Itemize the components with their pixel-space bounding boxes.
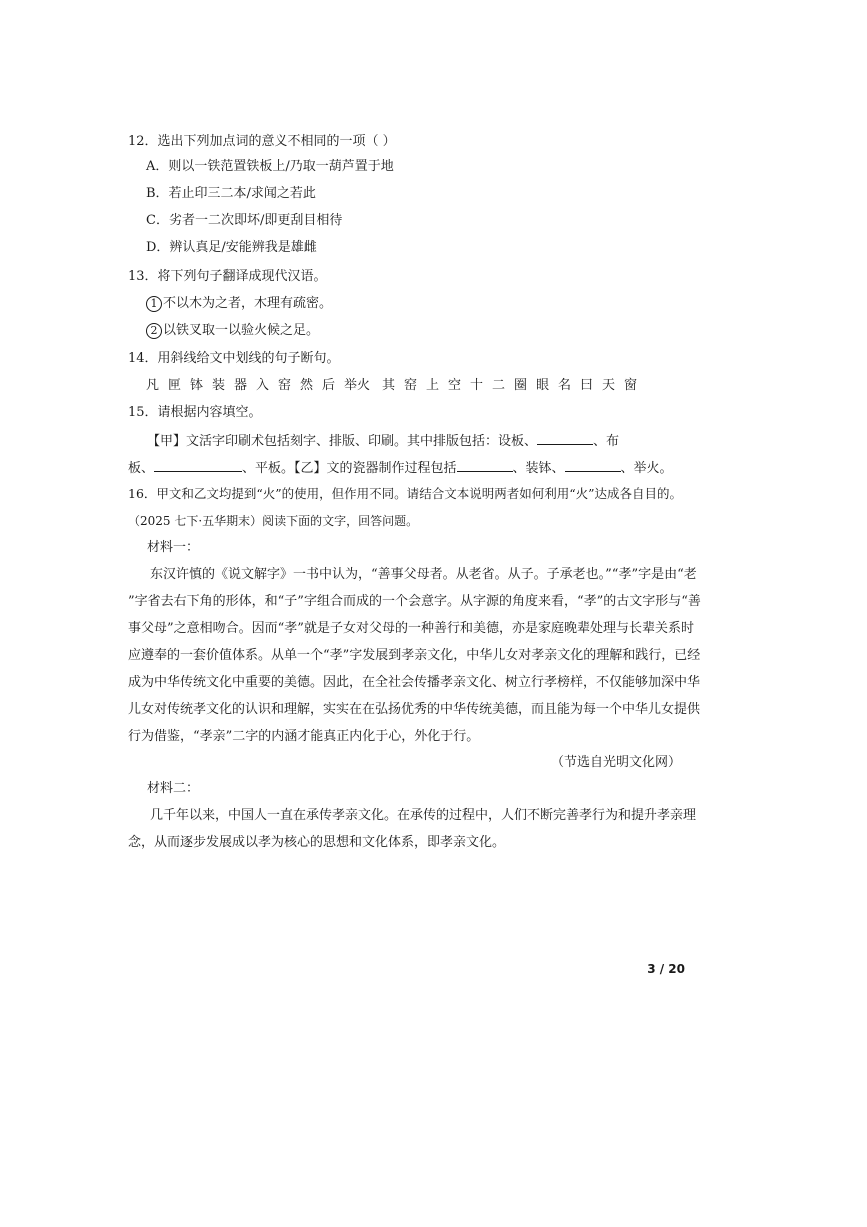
question-12-option-b: B．若止印三二本/求闻之若此 <box>146 186 316 201</box>
fill-text: 、装钵、 <box>512 461 565 476</box>
char: 二 <box>492 378 506 393</box>
question-13-item-2-text: 以铁叉取一以验火候之足。 <box>163 323 320 338</box>
char: 器 <box>234 378 248 393</box>
char: 匣 <box>168 378 182 393</box>
fill-text: 、平板。【乙】文的瓷器制作过程包括 <box>242 461 457 476</box>
question-16-stem: 16．甲文和乙文均提到“火”的使用，但作用不同。请结合文本说明两者如何利用“火”达成各自目的。 <box>128 486 682 501</box>
char: 圈 <box>514 378 528 393</box>
section-intro: （2025 七下·五华期末）阅读下面的文字，回答问题。 <box>128 514 419 528</box>
question-13-item-1 <box>146 295 332 313</box>
material-2-title: 材料二： <box>147 781 200 796</box>
char: 窗 <box>624 378 638 393</box>
char: 钵 <box>190 378 204 393</box>
answer-blank[interactable] <box>457 458 513 472</box>
question-14-stem: 14．用斜线给文中划线的句子断句。 <box>128 351 340 366</box>
material-1-line: 行为借鉴，“孝亲”二字的内涵才能真正内化于心，外化于行。 <box>128 729 480 744</box>
material-1-line: 事父母”之意相吻合。因而“孝”就是子女对父母的一种善行和美德，亦是家庭晚辈处理与长辈关系时 <box>128 621 694 636</box>
question-12-option-c: C．劣者一二次即坏/即更刮目相待 <box>146 213 343 228</box>
char: 曰 <box>580 378 594 393</box>
char: 装 <box>212 378 226 393</box>
question-15-stem: 15．请根据内容填空。 <box>128 405 262 420</box>
fill-text: 、举火。 <box>620 461 673 476</box>
material-2-line: 几千年以来，中国人一直在承传孝亲文化。在承传的过程中，人们不断完善孝行为和提升孝亲理 <box>150 808 697 823</box>
char: 举火 <box>344 378 371 393</box>
char: 窑 <box>404 378 418 393</box>
material-1-source: （节选自光明文化网） <box>550 755 681 770</box>
material-2-line: 念，从而逐步发展成以孝为核心的思想和文化体系，即孝亲文化。 <box>128 835 506 850</box>
item-number-circle: 2 <box>146 323 162 339</box>
material-1-line: 成为中华传统文化中重要的美德。因此，在全社会传播孝亲文化、树立行孝榜样，不仅能够加深中华 <box>128 675 701 690</box>
question-12-option-d: D．辨认真足/安能辨我是雄雌 <box>146 240 317 255</box>
char: 天 <box>602 378 616 393</box>
char: 窑 <box>278 378 292 393</box>
fill-text: 板、 <box>128 461 155 476</box>
question-13-stem: 13．将下列句子翻译成现代汉语。 <box>128 269 327 284</box>
char: 后 <box>322 378 336 393</box>
char: 十 <box>470 378 484 393</box>
material-1-line: 儿女对传统孝文化的认识和理解，实实在在弘扬优秀的中华传统美德，而且能为每一个中华儿女提供 <box>128 702 701 717</box>
char: 凡 <box>146 378 160 393</box>
char: 入 <box>256 378 270 393</box>
fill-text: 、布 <box>593 434 620 449</box>
char: 上 <box>426 378 440 393</box>
question-13-item-1-text: 不以木为之者，木理有疏密。 <box>163 296 333 311</box>
fill-text: 【甲】文活字印刷术包括刻字、排版、印刷。其中排版包括：设板、 <box>147 434 538 449</box>
question-15-line-1 <box>147 431 619 451</box>
item-number-circle: 1 <box>146 296 162 312</box>
answer-blank[interactable] <box>537 431 593 445</box>
material-1-line: ”字省去右下角的形体，和“子”字组合而成的一个会意字。从字源的角度来看，“孝”的古文字形与“善 <box>128 594 701 609</box>
material-1-title: 材料一： <box>147 540 200 555</box>
char: 眼 <box>536 378 550 393</box>
question-15-line-2 <box>128 458 673 478</box>
answer-blank[interactable] <box>565 458 621 472</box>
material-1-line: 东汉许慎的《说文解字》一书中认为，“善事父母者。从老省。从子。子承老也。”“孝”字是由“老 <box>150 567 697 582</box>
answer-blank[interactable] <box>154 458 242 472</box>
page-number: 3 / 20 <box>647 962 685 976</box>
material-1-line: 应遵奉的一套价值体系。从单一个“孝”字发展到孝亲文化，中华儿女对孝亲文化的理解和践行，已经 <box>128 648 701 663</box>
question-12-option-a: A．则以一铁范置铁板上/乃取一葫芦置于地 <box>146 159 394 174</box>
char: 空 <box>448 378 462 393</box>
char: 其 <box>382 378 396 393</box>
question-14-sentence <box>146 377 646 395</box>
question-13-item-2 <box>146 322 319 340</box>
question-12-stem: 12．选出下列加点词的意义不相同的一项（ ） <box>128 134 396 149</box>
char: 名 <box>558 378 572 393</box>
char: 然 <box>300 378 314 393</box>
